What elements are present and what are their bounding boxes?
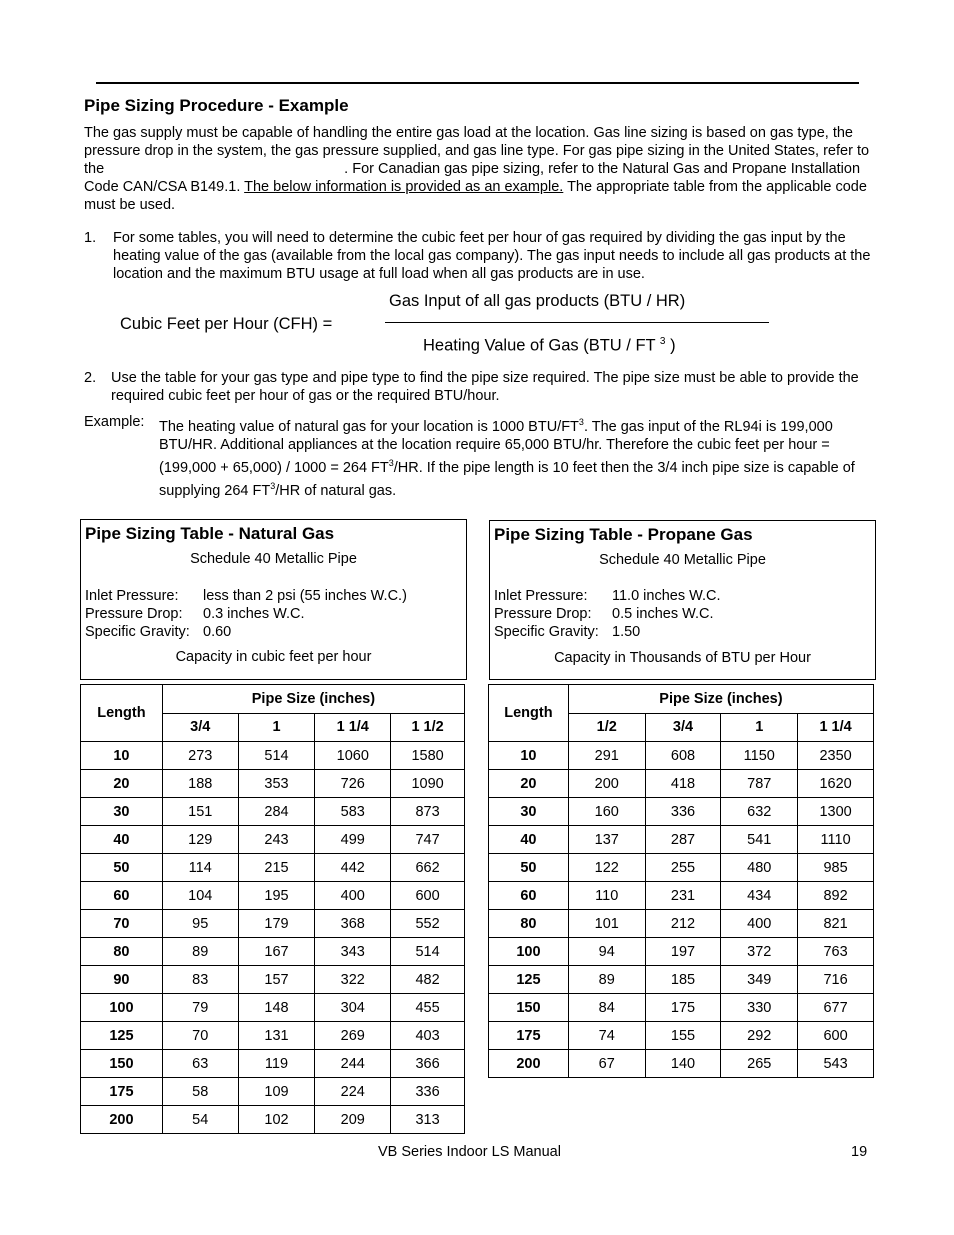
capacity-cell: 330 [721, 994, 798, 1022]
table-row [489, 770, 874, 798]
capacity-cell: 418 [645, 770, 721, 798]
capacity-cell: 2350 [798, 742, 874, 770]
capacity-cell: 480 [721, 854, 798, 882]
propane-gas-table-body [489, 742, 874, 1078]
capacity-cell: 514 [238, 742, 315, 770]
length-cell: 50 [81, 854, 163, 882]
table-row [81, 770, 465, 798]
capacity-cell: 157 [238, 966, 315, 994]
length-cell: 40 [489, 826, 569, 854]
example-sup-3: 3 [270, 480, 276, 491]
spec-value: less than 2 psi (55 inches W.C.) [203, 588, 407, 604]
capacity-cell: 873 [391, 798, 465, 826]
natural-gas-spec-3 [85, 623, 231, 641]
table-row [489, 1050, 874, 1078]
capacity-cell: 892 [798, 882, 874, 910]
capacity-cell: 600 [798, 1022, 874, 1050]
natural-gas-schedule: Schedule 40 Metallic Pipe [190, 551, 357, 567]
size-header-cell: 1 [721, 713, 798, 742]
spec-key: Inlet Pressure: [494, 588, 588, 604]
capacity-cell: 67 [568, 1050, 645, 1078]
length-cell: 20 [81, 770, 163, 798]
capacity-cell: 131 [238, 1022, 315, 1050]
capacity-cell: 58 [162, 1078, 238, 1106]
step-1-text: For some tables, you will need to determine the cubic feet per hour of gas required by dividing the gas input by the heating value of the gas (available from the local gas company). The gas input needs to include all gas products at the location and the maximum BTU usage at full load when all gas products are in use. [113, 230, 871, 282]
step-2-number: 2. [84, 370, 97, 386]
capacity-cell: 151 [162, 798, 238, 826]
capacity-cell: 175 [645, 994, 721, 1022]
capacity-cell: 188 [162, 770, 238, 798]
example-t4: /HR of natural gas. [275, 482, 397, 499]
length-cell: 60 [489, 882, 569, 910]
spec-value: 11.0 inches W.C. [612, 588, 721, 604]
capacity-cell: 243 [238, 826, 315, 854]
table-row [81, 1106, 465, 1134]
capacity-cell: 434 [721, 882, 798, 910]
capacity-cell: 109 [238, 1078, 315, 1106]
length-cell: 30 [81, 798, 163, 826]
spec-key: Pressure Drop: [494, 606, 592, 622]
capacity-cell: 368 [315, 910, 391, 938]
capacity-cell: 442 [315, 854, 391, 882]
size-header-cell: 3/4 [162, 713, 238, 742]
capacity-cell: 985 [798, 854, 874, 882]
capacity-cell: 343 [315, 938, 391, 966]
capacity-cell: 455 [391, 994, 465, 1022]
length-cell: 125 [489, 966, 569, 994]
capacity-cell: 313 [391, 1106, 465, 1134]
capacity-cell: 600 [391, 882, 465, 910]
natural-gas-title: Pipe Sizing Table - Natural Gas [85, 524, 335, 543]
example-t2: . The gas input of the RL94i is 199,000 BTU/HR. Additional appliances at the location require 65,000 BTU/hr. Therefore the cubic feet per hour = (199,000 + 65,000) / 1000 = 264 FT [159, 418, 833, 476]
formula-label: Cubic Feet per Hour (CFH) = [120, 315, 333, 333]
capacity-cell: 63 [162, 1050, 238, 1078]
table-row [81, 742, 465, 770]
capacity-cell: 1090 [391, 770, 465, 798]
top-rule [96, 82, 859, 84]
capacity-cell: 304 [315, 994, 391, 1022]
formula-denominator [423, 336, 676, 356]
length-cell: 150 [489, 994, 569, 1022]
spec-value: 0.60 [203, 624, 232, 640]
capacity-cell: 1580 [391, 742, 465, 770]
capacity-cell: 269 [315, 1022, 391, 1050]
capacity-cell: 215 [238, 854, 315, 882]
length-cell: 40 [81, 826, 163, 854]
capacity-cell: 137 [568, 826, 645, 854]
step-2 [84, 369, 874, 405]
table-row [489, 994, 874, 1022]
natural-gas-table [80, 684, 465, 1134]
capacity-cell: 514 [391, 938, 465, 966]
example-sup-1: 3 [578, 417, 584, 427]
formula-fraction-line [385, 322, 769, 323]
length-cell: 50 [489, 854, 569, 882]
length-cell: 100 [489, 938, 569, 966]
capacity-cell: 102 [238, 1106, 315, 1134]
table-row [81, 910, 465, 938]
size-header-cell: 1 1/4 [798, 713, 874, 742]
example-label: Example: [84, 414, 145, 430]
capacity-cell: 787 [721, 770, 798, 798]
capacity-cell: 122 [568, 854, 645, 882]
table-row [81, 966, 465, 994]
table-row [489, 1022, 874, 1050]
intro-paragraph [84, 124, 874, 214]
table-row [81, 1050, 465, 1078]
example-t1: The heating value of natural gas for your location is 1000 BTU/FT [159, 418, 579, 435]
table-row [489, 742, 874, 770]
capacity-cell: 255 [645, 854, 721, 882]
length-cell: 30 [489, 798, 569, 826]
capacity-cell: 353 [238, 770, 315, 798]
capacity-cell: 336 [391, 1078, 465, 1106]
capacity-cell: 94 [568, 938, 645, 966]
capacity-cell: 110 [568, 882, 645, 910]
table-row [489, 826, 874, 854]
section-heading: Pipe Sizing Procedure - Example [84, 96, 349, 115]
capacity-cell: 291 [568, 742, 645, 770]
length-cell: 175 [81, 1078, 163, 1106]
table-row [489, 966, 874, 994]
page-number: 19 [851, 1144, 868, 1160]
propane-gas-info-box [489, 520, 876, 680]
capacity-cell: 244 [315, 1050, 391, 1078]
size-header-cell: 3/4 [645, 713, 721, 742]
length-cell: 200 [489, 1050, 569, 1078]
natural-gas-info-box [80, 519, 467, 680]
length-cell: 200 [81, 1106, 163, 1134]
capacity-cell: 129 [162, 826, 238, 854]
length-cell: 100 [81, 994, 163, 1022]
table-row [81, 798, 465, 826]
length-cell: 150 [81, 1050, 163, 1078]
capacity-cell: 101 [568, 910, 645, 938]
capacity-cell: 185 [645, 966, 721, 994]
spec-value: 0.5 inches W.C. [612, 606, 714, 622]
size-header-cell: 1 1/2 [391, 713, 465, 742]
capacity-cell: 265 [721, 1050, 798, 1078]
capacity-cell: 821 [798, 910, 874, 938]
step-1-number: 1. [84, 230, 97, 246]
propane-gas-table [488, 684, 874, 1078]
spec-key: Pressure Drop: [85, 606, 183, 622]
capacity-cell: 209 [315, 1106, 391, 1134]
capacity-cell: 747 [391, 826, 465, 854]
capacity-cell: 167 [238, 938, 315, 966]
formula-den-sup: 3 [659, 336, 666, 347]
intro-text-3: The appropriate table from the applicable code must be used. [84, 179, 867, 213]
example-text [159, 413, 874, 499]
length-cell: 10 [489, 742, 569, 770]
table-row [81, 994, 465, 1022]
formula-den-close: ) [670, 336, 676, 355]
length-cell: 125 [81, 1022, 163, 1050]
natural-gas-spec-1 [85, 587, 407, 605]
capacity-cell: 54 [162, 1106, 238, 1134]
table-row [81, 1022, 465, 1050]
capacity-cell: 366 [391, 1050, 465, 1078]
capacity-cell: 284 [238, 798, 315, 826]
capacity-cell: 195 [238, 882, 315, 910]
capacity-cell: 336 [645, 798, 721, 826]
capacity-cell: 287 [645, 826, 721, 854]
capacity-cell: 403 [391, 1022, 465, 1050]
capacity-cell: 224 [315, 1078, 391, 1106]
capacity-cell: 726 [315, 770, 391, 798]
natural-gas-spec-2 [85, 605, 305, 623]
capacity-cell: 273 [162, 742, 238, 770]
capacity-cell: 83 [162, 966, 238, 994]
propane-gas-spec-2 [494, 605, 714, 623]
capacity-cell: 482 [391, 966, 465, 994]
size-header-cell: 1 [238, 713, 315, 742]
length-cell: 90 [81, 966, 163, 994]
table-row [489, 938, 874, 966]
capacity-cell: 1110 [798, 826, 874, 854]
propane-gas-spec-1 [494, 587, 721, 605]
propane-gas-capacity: Capacity in Thousands of BTU per Hour [554, 650, 811, 666]
capacity-cell: 400 [315, 882, 391, 910]
capacity-cell: 89 [162, 938, 238, 966]
length-header: Length [489, 685, 569, 742]
step-1 [84, 229, 874, 283]
propane-gas-spec-3 [494, 623, 640, 641]
capacity-cell: 95 [162, 910, 238, 938]
capacity-cell: 1300 [798, 798, 874, 826]
natural-gas-capacity: Capacity in cubic feet per hour [175, 649, 372, 665]
table-row [81, 938, 465, 966]
table-row [81, 882, 465, 910]
example-block [84, 413, 874, 499]
natural-gas-table-body [81, 742, 465, 1134]
propane-gas-title: Pipe Sizing Table - Propane Gas [494, 525, 753, 544]
capacity-cell: 70 [162, 1022, 238, 1050]
capacity-cell: 1060 [315, 742, 391, 770]
spec-key: Specific Gravity: [85, 624, 190, 640]
example-t3: /HR. If the pipe length is 10 feet then the 3/4 inch pipe size is capable of supplying 264 FT [159, 459, 855, 499]
length-cell: 20 [489, 770, 569, 798]
formula-den-text: Heating Value of Gas (BTU / FT [423, 336, 656, 355]
intro-text-2: . For Canadian gas pipe sizing, refer to the Natural Gas and Propane Installation Code CAN/CSA B149.1. [84, 161, 861, 195]
pipe-size-header: Pipe Size (inches) [568, 685, 873, 714]
capacity-cell: 104 [162, 882, 238, 910]
capacity-cell: 212 [645, 910, 721, 938]
capacity-cell: 179 [238, 910, 315, 938]
table-row [81, 854, 465, 882]
length-cell: 60 [81, 882, 163, 910]
table-row [489, 854, 874, 882]
spec-value: 0.3 inches W.C. [203, 606, 305, 622]
capacity-cell: 155 [645, 1022, 721, 1050]
capacity-cell: 716 [798, 966, 874, 994]
spec-value: 1.50 [612, 624, 641, 640]
capacity-cell: 543 [798, 1050, 874, 1078]
capacity-cell: 763 [798, 938, 874, 966]
length-cell: 175 [489, 1022, 569, 1050]
step-2-text: Use the table for your gas type and pipe type to find the pipe size required. The pipe size must be able to provide the required cubic feet per hour of gas or the required BTU/hour. [111, 370, 859, 404]
footer-manual-title: VB Series Indoor LS Manual [378, 1144, 561, 1160]
length-header: Length [81, 685, 163, 742]
capacity-cell: 200 [568, 770, 645, 798]
capacity-cell: 114 [162, 854, 238, 882]
table-row [489, 882, 874, 910]
capacity-cell: 1620 [798, 770, 874, 798]
capacity-cell: 541 [721, 826, 798, 854]
intro-text-1: The gas supply must be capable of handling the entire gas load at the location. Gas line sizing is based on gas type, the pressure drop in the system, the gas pressure supplied, and gas line type. For gas pipe sizing in the United States, refer to the [84, 125, 870, 177]
length-cell: 70 [81, 910, 163, 938]
capacity-cell: 1150 [721, 742, 798, 770]
capacity-cell: 160 [568, 798, 645, 826]
capacity-cell: 662 [391, 854, 465, 882]
example-sup-2: 3 [388, 457, 394, 468]
capacity-cell: 552 [391, 910, 465, 938]
capacity-cell: 89 [568, 966, 645, 994]
propane-gas-schedule: Schedule 40 Metallic Pipe [599, 552, 766, 568]
intro-underlined: The below information is provided as an example. [244, 179, 564, 195]
capacity-cell: 499 [315, 826, 391, 854]
capacity-cell: 349 [721, 966, 798, 994]
capacity-cell: 400 [721, 910, 798, 938]
capacity-cell: 632 [721, 798, 798, 826]
size-header-cell: 1/2 [568, 713, 645, 742]
capacity-cell: 140 [645, 1050, 721, 1078]
length-cell: 10 [81, 742, 163, 770]
capacity-cell: 372 [721, 938, 798, 966]
capacity-cell: 583 [315, 798, 391, 826]
spec-key: Specific Gravity: [494, 624, 599, 640]
formula-numerator: Gas Input of all gas products (BTU / HR) [389, 292, 686, 310]
length-cell: 80 [489, 910, 569, 938]
spec-key: Inlet Pressure: [85, 588, 179, 604]
size-header-cell: 1 1/4 [315, 713, 391, 742]
capacity-cell: 79 [162, 994, 238, 1022]
table-row [81, 826, 465, 854]
table-row [81, 1078, 465, 1106]
capacity-cell: 292 [721, 1022, 798, 1050]
capacity-cell: 231 [645, 882, 721, 910]
table-row [489, 798, 874, 826]
capacity-cell: 197 [645, 938, 721, 966]
length-cell: 80 [81, 938, 163, 966]
capacity-cell: 677 [798, 994, 874, 1022]
capacity-cell: 148 [238, 994, 315, 1022]
capacity-cell: 84 [568, 994, 645, 1022]
capacity-cell: 74 [568, 1022, 645, 1050]
capacity-cell: 608 [645, 742, 721, 770]
pipe-size-header: Pipe Size (inches) [162, 685, 464, 714]
table-row [489, 910, 874, 938]
capacity-cell: 119 [238, 1050, 315, 1078]
capacity-cell: 322 [315, 966, 391, 994]
